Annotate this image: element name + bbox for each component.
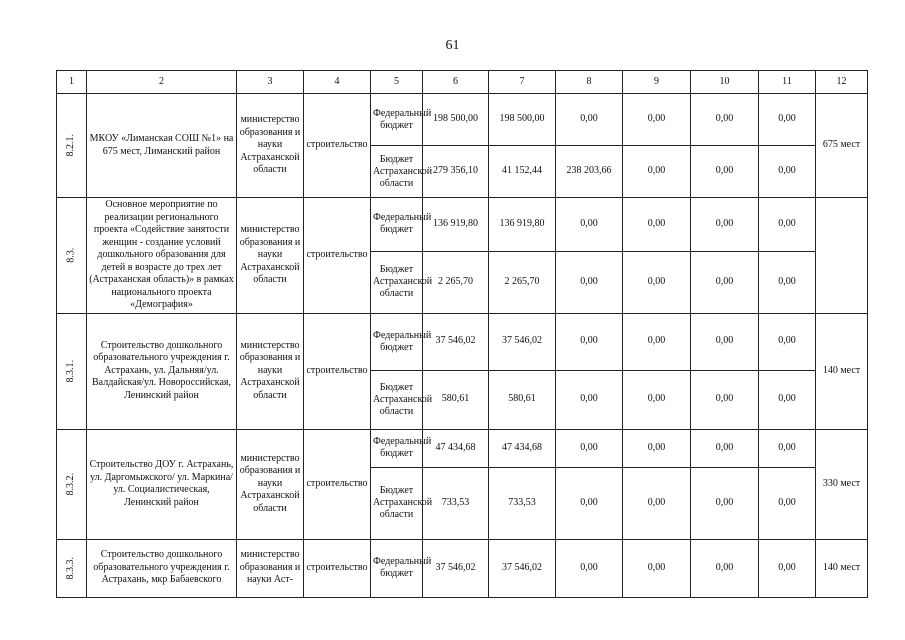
row-work-type: строительство xyxy=(304,313,371,429)
amount-cell: 0,00 xyxy=(623,539,691,597)
row-work-type: строительство xyxy=(304,539,371,597)
column-header: 1 xyxy=(57,71,87,94)
amount-cell: 0,00 xyxy=(691,539,759,597)
column-header: 8 xyxy=(556,71,623,94)
column-header: 5 xyxy=(371,71,423,94)
amount-cell: 37 546,02 xyxy=(423,313,489,370)
row-authority: министерство образования и науки Аст- xyxy=(237,539,304,597)
amount-cell: 733,53 xyxy=(489,467,556,539)
funding-source: Федеральный бюджет xyxy=(371,539,423,597)
row-code-cell xyxy=(57,539,87,597)
funding-source: Федеральный бюджет xyxy=(371,198,423,252)
column-header: 9 xyxy=(623,71,691,94)
column-header: 3 xyxy=(237,71,304,94)
amount-cell: 0,00 xyxy=(691,467,759,539)
amount-cell: 279 356,10 xyxy=(423,146,489,198)
funding-source: Бюджет Астраханской области xyxy=(371,467,423,539)
funding-source: Бюджет Астраханской области xyxy=(371,370,423,429)
amount-cell: 0,00 xyxy=(691,370,759,429)
amount-cell: 0,00 xyxy=(691,198,759,252)
funding-source: Федеральный бюджет xyxy=(371,429,423,467)
column-header: 10 xyxy=(691,71,759,94)
amount-cell: 136 919,80 xyxy=(423,198,489,252)
row-code: 8.3.3. xyxy=(65,556,77,580)
amount-cell: 0,00 xyxy=(623,370,691,429)
amount-cell: 0,00 xyxy=(556,94,623,146)
amount-cell: 0,00 xyxy=(759,313,816,370)
amount-cell: 0,00 xyxy=(691,313,759,370)
amount-cell: 0,00 xyxy=(759,539,816,597)
amount-cell: 0,00 xyxy=(759,467,816,539)
amount-cell: 0,00 xyxy=(623,313,691,370)
row-code: 8.3.2. xyxy=(65,472,77,496)
amount-cell: 0,00 xyxy=(759,198,816,252)
row-result: 675 мест xyxy=(816,94,868,198)
amount-cell: 0,00 xyxy=(759,429,816,467)
amount-cell: 0,00 xyxy=(556,198,623,252)
row-name: Строительство ДОУ г. Астрахань, ул. Даргомыжского/ ул. Маркина/ ул. Социалистическая, Ленинский район xyxy=(87,429,237,539)
amount-cell: 47 434,68 xyxy=(489,429,556,467)
row-work-type: строительство xyxy=(304,429,371,539)
amount-cell: 37 546,02 xyxy=(489,313,556,370)
row-code-cell xyxy=(57,94,87,198)
amount-cell: 0,00 xyxy=(556,467,623,539)
amount-cell: 0,00 xyxy=(623,467,691,539)
funding-source: Федеральный бюджет xyxy=(371,313,423,370)
row-authority: министерство образования и науки Астраханской области xyxy=(237,429,304,539)
amount-cell: 47 434,68 xyxy=(423,429,489,467)
table-header-row xyxy=(57,71,868,94)
amount-cell: 0,00 xyxy=(623,94,691,146)
row-result xyxy=(816,198,868,314)
table-row xyxy=(57,94,868,146)
row-result: 330 мест xyxy=(816,429,868,539)
funding-source: Федеральный бюджет xyxy=(371,94,423,146)
row-result: 140 мест xyxy=(816,313,868,429)
amount-cell: 238 203,66 xyxy=(556,146,623,198)
row-code-cell xyxy=(57,313,87,429)
table-row xyxy=(57,429,868,467)
amount-cell: 0,00 xyxy=(623,429,691,467)
amount-cell: 2 265,70 xyxy=(423,251,489,313)
row-work-type: строительство xyxy=(304,94,371,198)
table-row xyxy=(57,539,868,597)
column-header: 11 xyxy=(759,71,816,94)
amount-cell: 0,00 xyxy=(556,251,623,313)
table-row xyxy=(57,313,868,370)
row-code-cell xyxy=(57,429,87,539)
row-code-cell xyxy=(57,198,87,314)
amount-cell: 0,00 xyxy=(691,429,759,467)
amount-cell: 0,00 xyxy=(759,146,816,198)
row-result: 140 мест xyxy=(816,539,868,597)
amount-cell: 0,00 xyxy=(759,251,816,313)
amount-cell: 733,53 xyxy=(423,467,489,539)
amount-cell: 0,00 xyxy=(556,313,623,370)
page-number: 61 xyxy=(445,38,460,53)
budget-table xyxy=(56,70,868,598)
amount-cell: 2 265,70 xyxy=(489,251,556,313)
column-header: 2 xyxy=(87,71,237,94)
row-name: МКОУ «Лиманская СОШ №1» на 675 мест, Лиманский район xyxy=(87,94,237,198)
row-authority: министерство образования и науки Астраханской области xyxy=(237,94,304,198)
amount-cell: 580,61 xyxy=(489,370,556,429)
column-header: 12 xyxy=(816,71,868,94)
table-row xyxy=(57,198,868,252)
row-name: Основное мероприятие по реализации регионального проекта «Содействие занятости женщин - создание условий дошкольного образования для детей в возрасте до трех лет (Астраханская область)» в рамках национального проекта «Демография» xyxy=(87,198,237,314)
amount-cell: 0,00 xyxy=(556,429,623,467)
amount-cell: 37 546,02 xyxy=(423,539,489,597)
amount-cell: 0,00 xyxy=(759,370,816,429)
amount-cell: 580,61 xyxy=(423,370,489,429)
column-header: 6 xyxy=(423,71,489,94)
amount-cell: 0,00 xyxy=(556,539,623,597)
row-work-type: строительство xyxy=(304,198,371,314)
amount-cell: 198 500,00 xyxy=(423,94,489,146)
amount-cell: 0,00 xyxy=(759,94,816,146)
row-code: 8.2.1. xyxy=(65,134,77,157)
row-name: Строительство дошкольного образовательного учреждения г. Астрахань, ул. Дальняя/ул. Валдайская/ул. Новороссийская, Ленинский район xyxy=(87,313,237,429)
amount-cell: 0,00 xyxy=(691,94,759,146)
amount-cell: 136 919,80 xyxy=(489,198,556,252)
funding-source: Бюджет Астраханской области xyxy=(371,251,423,313)
column-header: 7 xyxy=(489,71,556,94)
amount-cell: 0,00 xyxy=(623,146,691,198)
amount-cell: 41 152,44 xyxy=(489,146,556,198)
row-authority: министерство образования и науки Астраханской области xyxy=(237,313,304,429)
row-authority: министерство образования и науки Астраханской области xyxy=(237,198,304,314)
row-name: Строительство дошкольного образовательного учреждения г. Астрахань, мкр Бабаевского xyxy=(87,539,237,597)
funding-source: Бюджет Астраханской области xyxy=(371,146,423,198)
amount-cell: 0,00 xyxy=(556,370,623,429)
row-code: 8.3. xyxy=(65,247,77,263)
amount-cell: 198 500,00 xyxy=(489,94,556,146)
amount-cell: 0,00 xyxy=(691,251,759,313)
amount-cell: 0,00 xyxy=(691,146,759,198)
amount-cell: 0,00 xyxy=(623,198,691,252)
column-header: 4 xyxy=(304,71,371,94)
amount-cell: 0,00 xyxy=(623,251,691,313)
row-code: 8.3.1. xyxy=(65,359,77,383)
amount-cell: 37 546,02 xyxy=(489,539,556,597)
